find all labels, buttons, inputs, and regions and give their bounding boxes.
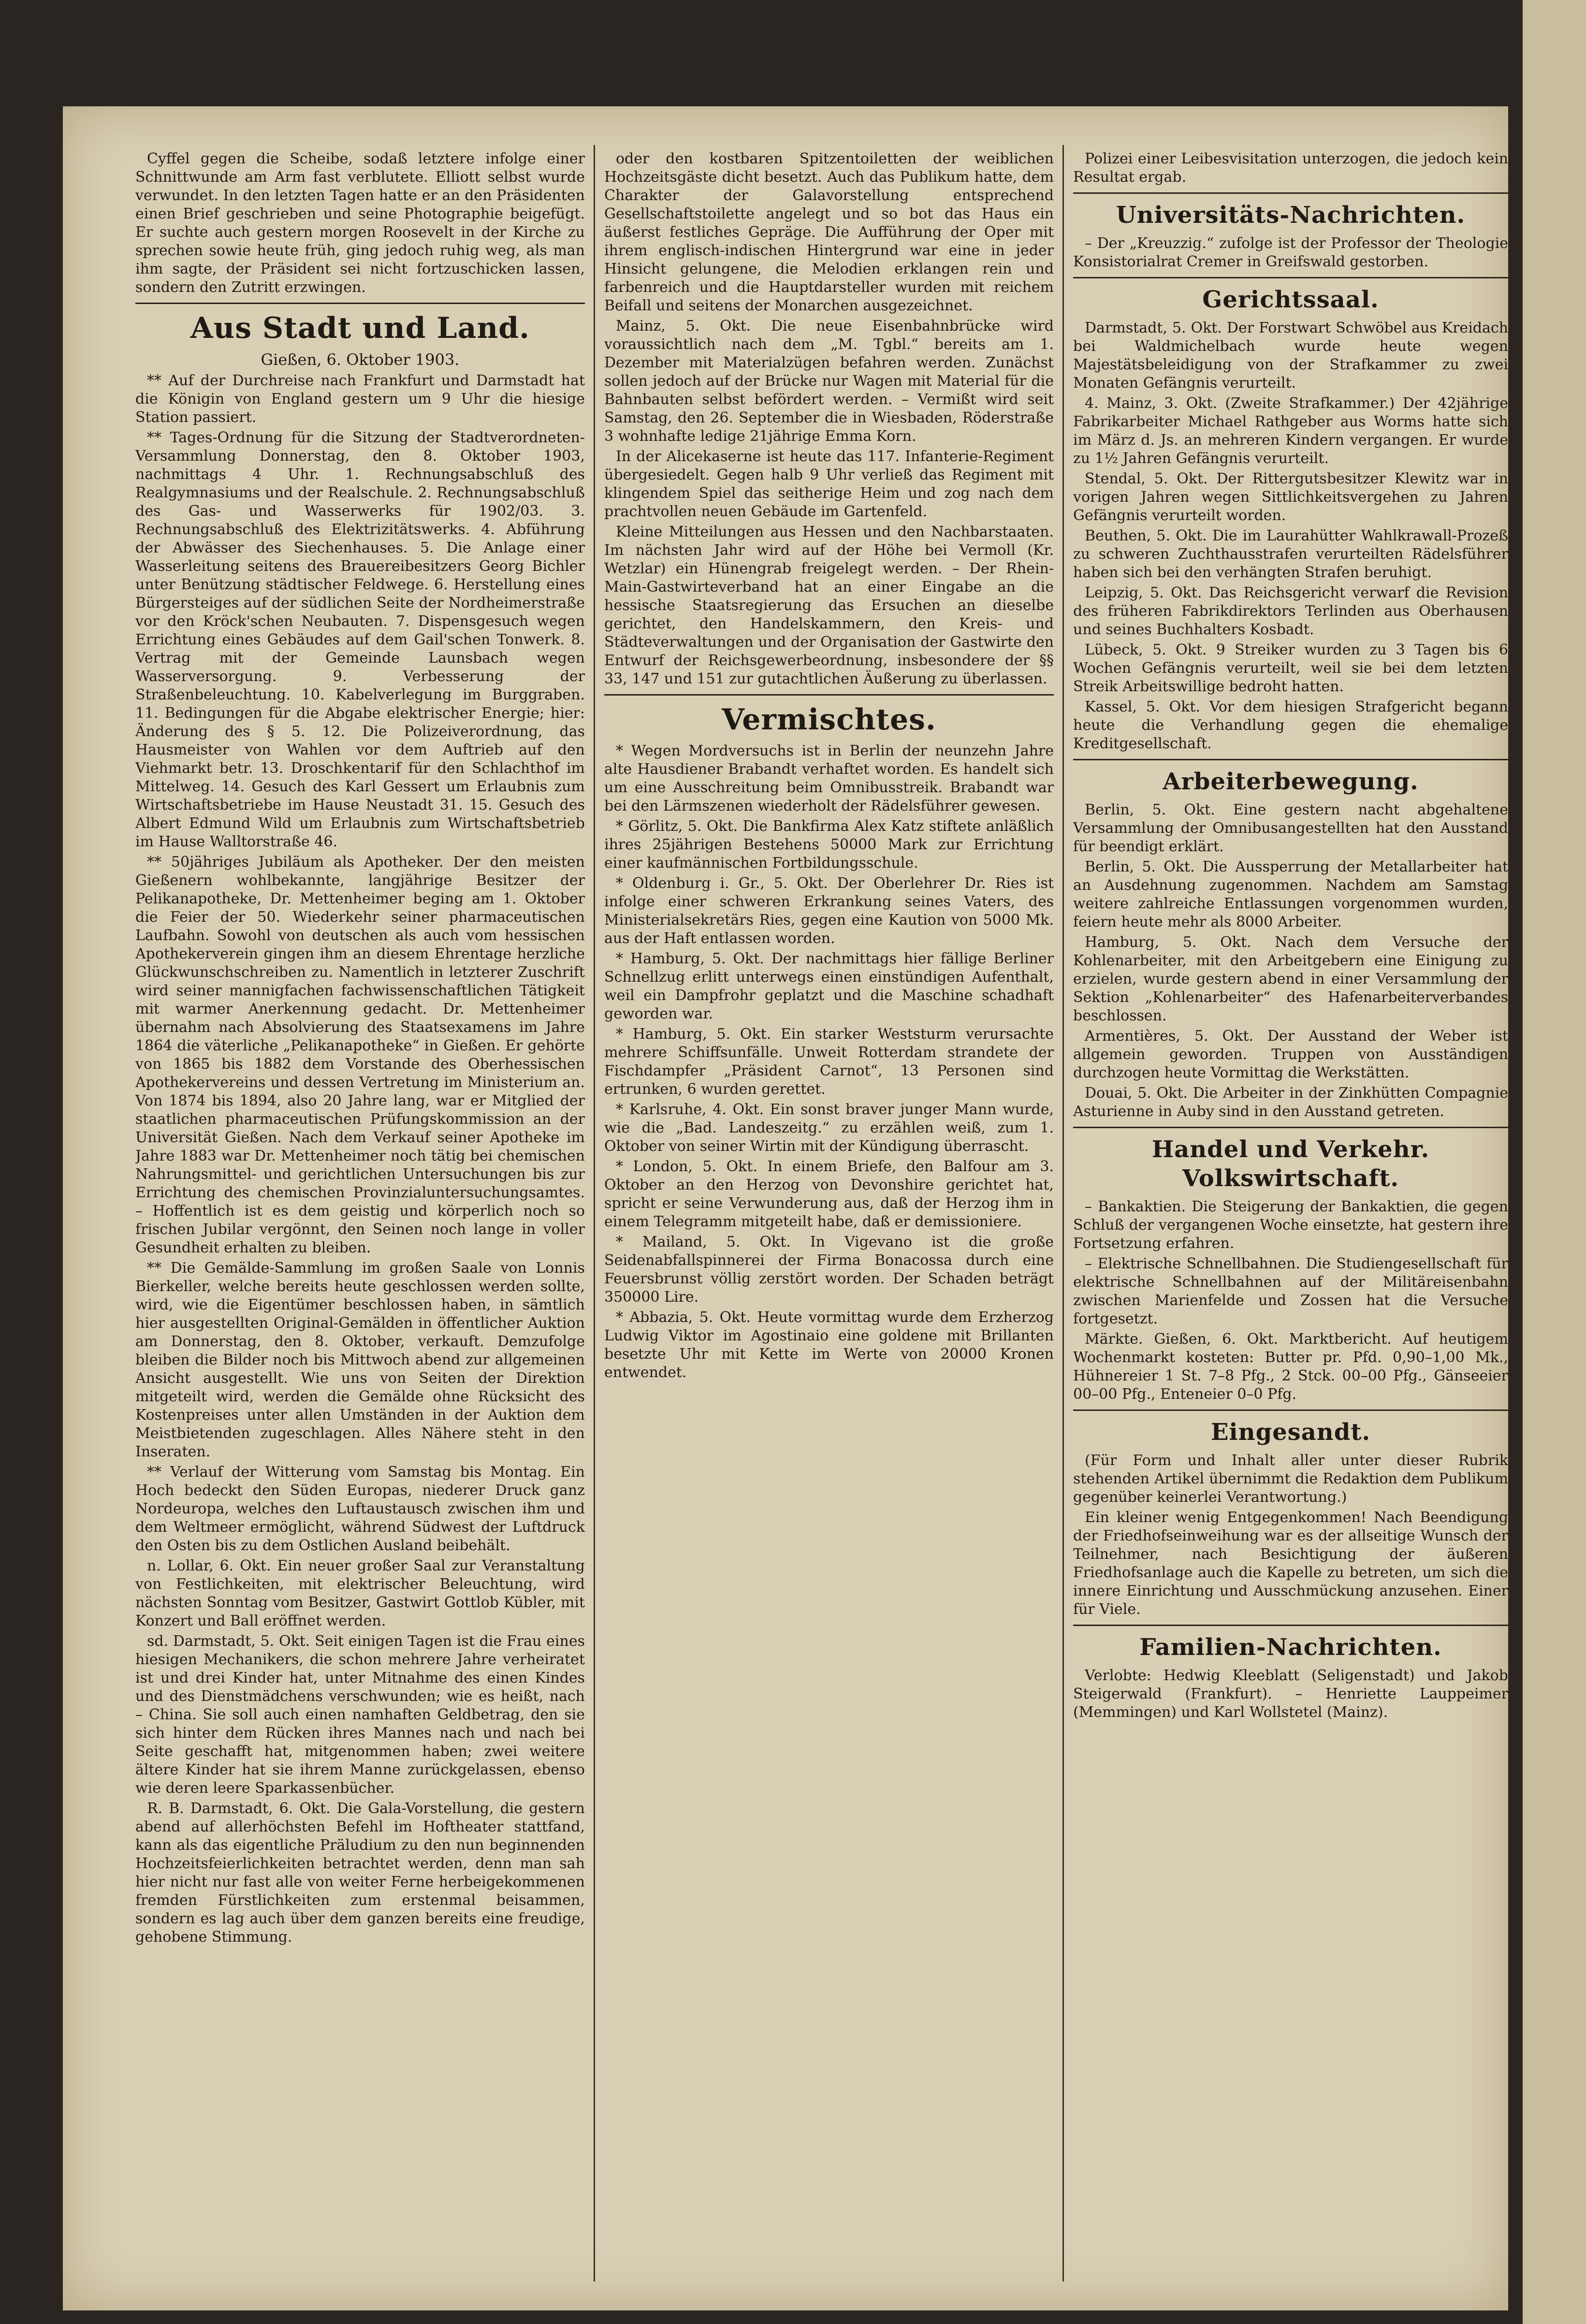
article-paragraph: Leipzig, 5. Okt. Das Reichsgericht verwarf die Revision des früheren Fabrikdirektors Terlinden aus Oberhausen und seines Buchhalters Kosbadt. (1073, 584, 1508, 638)
separator (1073, 1409, 1508, 1411)
section-heading: Eingesandt. (1210, 1419, 1371, 1446)
article-paragraph: Kleine Mitteilungen aus Hessen und den Nachbarstaaten. Im nächsten Jahr wird auf der Höhe bei Vermoll (Kr. Wetzlar) ein Hünengrab freigelegt werden. – Der Rhein-Main-Gastwirteverband hat an einer Eingabe an die hessische Staatsregierung das Ersuchen an dieselbe gerichtet, den Handelskammern, den Kreis- und Städteverwaltungen und der Organisation der Gastwirte den Entwurf der Reichsgewerbeordnung, insbesondere der §§ 33, 147 und 151 zur gutachtlichen Äußerung zu überlassen. (604, 523, 1054, 687)
column-3 (1073, 150, 1508, 2277)
section-heading: Familien-Nachrichten. (1139, 1634, 1442, 1661)
article-paragraph: Douai, 5. Okt. Die Arbeiter in der Zinkhütten Compagnie Asturienne in Auby sind in den Ausstand getreten. (1073, 1085, 1508, 1120)
section-heading: Aus Stadt und Land. (190, 311, 530, 345)
article-paragraph: Stendal, 5. Okt. Der Rittergutsbesitzer Klewitz war in vorigen Jahren wegen Sittlichkeitsvergehen zu Jahren Gefängnis verurteilt worden. (1073, 470, 1508, 524)
separator (604, 694, 1054, 696)
article-paragraph: Berlin, 5. Okt. Die Aussperrung der Metallarbeiter hat an Ausdehnung zugenommen. Nachdem am Samstag weitere zahlreiche Entlassungen vorgenommen wurden, feiern heute mehr als 8000 Arbeiter. (1073, 858, 1508, 930)
article-paragraph: n. Lollar, 6. Okt. Ein neuer großer Saal zur Veranstaltung von Festlichkeiten, mit elektrischer Beleuchtung, wird nächsten Sonntag vom Besitzer, Gastwirt Gottlob Kübler, mit Konzert und Ball eröffnet werden. (135, 1557, 585, 1629)
article-paragraph: ** Tages-Ordnung für die Sitzung der Stadtverordneten-Versammlung Donnerstag, den 8. Oktober 1903, nachmittags 4 Uhr. 1. Rechnungsabschluß des Realgymnasiums und der Realschule. 2. Rechnungsabschluß des Gas- und Wasserwerks für 1902/03. 3. Rechnungsabschluß des Elektrizitätswerks. 4. Abführung der Abwässer des Siechenhauses. 5. Die Anlage einer Wasserleitung seitens des Brauereibesitzers Georg Bichler unter Benützung städtischer Feldwege. 6. Herstellung eines Bürgersteiges auf der südlichen Seite der Nordheimerstraße vor den Kröck'schen Neubauten. 7. Dispensgesuch wegen Errichtung eines Gebäudes auf dem Gail'schen Tonwerk. 8. Vertrag mit der Gemeinde Launsbach wegen Wasserversorgung. 9. Verbesserung der Straßenbeleuchtung. 10. Kabelverlegung im Burggraben. 11. Bedingungen für die Abgabe elektrischer Energie; hier: Änderung des § 5. 12. Die Polizeiverordnung, das Hausmeister von Wahlen vor dem Auftrieb auf den Viehmarkt betr. 13. Droschkentarif für den Schlachthof im Mittelweg. 14. Gesuch des Karl Gessert um Erlaubnis zum Wirtschaftsbetriebe im Hause Neustadt 31. 15. Gesuch des Albert Edmund Wild um Erlaubnis zum Wirtschaftsbetrieb im Hause Walltorstraße 46. (135, 429, 585, 850)
article-paragraph: ** Die Gemälde-Sammlung im großen Saale von Lonnis Bierkeller, welche bereits heute geschlossen werden sollte, wird, wie die Eigentümer beschlossen haben, in sämtlich hier ausgestellten Original-Gemälden in öffentlicher Auktion am Donnerstag, den 8. Oktober, verkauft. Demzufolge bleiben die Bilder noch bis Mittwoch abend zur allgemeinen Ansicht ausgestellt. Wie uns von Seiten der Direktion mitgeteilt wird, werden die Gemälde ohne Rücksicht des Kostenpreises unter allen Umständen in der Auktion dem Meistbietenden zugeschlagen. Alles Nähere steht in den Inseraten. (135, 1260, 585, 1460)
article-paragraph: Märkte. Gießen, 6. Okt. Marktbericht. Auf heutigem Wochenmarkt kosteten: Butter pr. Pfd. 0,90–1,00 Mk., Hühnereier 1 St. 7–8 Pfg., 2 Stck. 00–00 Pfg., Gänseeier 00–00 Pfg., Enteneier 0–0 Pfg. (1073, 1331, 1508, 1403)
section-heading: Vermischtes. (722, 703, 936, 737)
lead-paragraph: Cyffel gegen die Scheibe, sodaß letztere infolge einer Schnittwunde am Arm fast verblutete. Elliott selbst wurde verwundet. In den letzten Tagen hatte er an den Präsidenten einen Brief geschrieben und seine Photographie beigefügt. Er suchte auch gestern morgen Roosevelt in der Kirche zu sprechen sowie heute früh, ging jedoch ruhig weg, als man ihm sagte, der Präsident sei nicht fortzuschicken lassen, sondern den Zutritt erzwingen. (135, 150, 585, 296)
article-paragraph: * Abbazia, 5. Okt. Heute vormittag wurde dem Erzherzog Ludwig Viktor im Agostinaio eine goldene mit Brillanten besetzte Uhr mit Kette im Werte von 20000 Kronen entwendet. (604, 1309, 1054, 1381)
separator (1073, 1625, 1508, 1626)
article-paragraph: * Oldenburg i. Gr., 5. Okt. Der Oberlehrer Dr. Ries ist infolge einer schweren Erkrankung seines Vaters, des Ministerialsekretärs Ries, gegen eine Kaution von 5000 Mk. aus der Haft entlassen worden. (604, 875, 1054, 947)
article-paragraph: – Bankaktien. Die Steigerung der Bankaktien, die gegen Schluß der vergangenen Woche einsetzte, hat gestern ihre Fortsetzung erfahren. (1073, 1198, 1508, 1252)
article-paragraph: * Wegen Mordversuchs ist in Berlin der neunzehn Jahre alte Hausdiener Brabandt verhaftet worden. Es handelt sich um eine Ausschreitung beim Omnibusstreik. Brabandt war bei den Lärmszenen wiederholt der Rädelsführer gewesen. (604, 742, 1054, 814)
column-2 (604, 150, 1054, 2277)
article-paragraph: * London, 5. Okt. In einem Briefe, den Balfour am 3. Oktober an den Herzog von Devonshire gerichtet hat, spricht er seine Verwunderung aus, daß der Herzog ihm in einem Telegramm mitgeteilt habe, daß er demissioniere. (604, 1158, 1054, 1230)
article-paragraph: Lübeck, 5. Okt. 9 Streiker wurden zu 3 Tagen bis 6 Wochen Gefängnis verurteilt, weil sie bei dem letzten Streik Arbeitswillige bedroht hatten. (1073, 641, 1508, 695)
article-paragraph: Ein kleiner wenig Entgegenkommen! Nach Beendigung der Friedhofseinweihung war es der allseitige Wunsch der Teilnehmer, nach Besichtigung der äußeren Friedhofsanlage auch die Kapelle zu betreten, um sich die innere Einrichtung und Ausschmückung anzusehen. Einer für Viele. (1073, 1509, 1508, 1618)
article-paragraph: ** Verlauf der Witterung vom Samstag bis Montag. Ein Hoch bedeckt den Süden Europas, niederer Druck ganz Nordeuropa, welches den Luftaustausch zwischen ihm und dem Weltmeer ermöglicht, während Südwest der Luftdruck den Osten bis zu dem Ostlichen Ausland beibehält. (135, 1464, 585, 1554)
separator (1073, 1127, 1508, 1128)
lead-paragraph: Polizei einer Leibesvisitation unterzogen, die jedoch kein Resultat ergab. (1073, 150, 1508, 186)
column-rule (594, 145, 595, 2281)
article-paragraph: In der Alicekaserne ist heute das 117. Infanterie-Regiment übergesiedelt. Gegen halb 9 Uhr verließ das Regiment mit klingendem Spiel das seitherige Heim und zog nach dem prachtvollen neuen Gebäude im Gartenfeld. (604, 448, 1054, 520)
article-paragraph: Verlobte: Hedwig Kleeblatt (Seligenstadt) und Jakob Steigerwald (Frankfurt). – Henriette Lauppeimer (Memmingen) und Karl Wollstetel (Mainz). (1073, 1667, 1508, 1721)
newspaper-page (63, 106, 1508, 2310)
article-paragraph: – Der „Kreuzzig.“ zufolge ist der Professor der Theologie Konsistorialrat Cremer in Greifswald gestorben. (1073, 235, 1508, 270)
article-paragraph: Kassel, 5. Okt. Vor dem hiesigen Strafgericht begann heute die Verhandlung gegen die ehemalige Kreditgesellschaft. (1073, 698, 1508, 752)
article-paragraph: ** 50jähriges Jubiläum als Apotheker. Der den meisten Gießenern wohlbekannte, langjährige Besitzer der Pelikanapotheke, Dr. Mettenheimer beging am 1. Oktober die Feier der 50. Wiederkehr seiner pharmaceutischen Laufbahn. Sowohl von deutschen als auch vom hessischen Apothekerverein gingen ihm an diesem Ehrentage herzliche Glückwunschschreiben zu. Namentlich in letzterer Zuschrift wird seiner mannigfachen fachwissenschaftlichen Tätigkeit mit warmer Anerkennung gedacht. Dr. Mettenheimer übernahm nach Absolvierung des Staatsexamens im Jahre 1864 die väterliche „Pelikanapotheke“ in Gießen. Er gehörte von 1865 bis 1882 dem Vorstande des Oberhessischen Apothekervereins und dessen Vertretung im Ministerium an. Von 1874 bis 1894, also 20 Jahre lang, war er Mitglied der staatlichen pharmaceutischen Prüfungskommission an der Universität Gießen. Nach dem Verkauf seiner Apotheke im Jahre 1883 war Dr. Mettenheimer noch tätig bei chemischen Nahrungsmittel- und gerichtlichen Untersuchungen bis zur Errichtung des chemischen Provinzialuntersuchungsamtes. – Hoffentlich ist es dem geistig und körperlich noch so frischen Jubilar vergönnt, den Seinen noch lange in voller Gesundheit erhalten zu bleiben. (135, 854, 585, 1256)
lead-paragraph: oder den kostbaren Spitzentoiletten der weiblichen Hochzeitsgäste dicht besetzt. Auch das Publikum hatte, dem Charakter der Galavorstellung entsprechend Gesellschaftstoilette angelegt und so bot das Haus ein äußerst festliches Gepräge. Die Aufführung der Oper mit ihrem englisch-indischen Hintergrund war eine in jeder Hinsicht gelungene, die Melodien erklangen rein und farbenreich und die Hauptdarsteller wurden mit reichem Beifall und seitens der Monarchen ausgezeichnet. (604, 150, 1054, 314)
article-paragraph: ** Auf der Durchreise nach Frankfurt und Darmstadt hat die Königin von England gestern um 9 Uhr die hiesige Station passiert. (135, 372, 585, 426)
article-paragraph: * Mailand, 5. Okt. In Vigevano ist die große Seidenabfallspinnerei der Firma Bonacossa durch eine Feuersbrunst völlig zerstört worden. Der Schaden beträgt 350000 Lire. (604, 1234, 1054, 1306)
separator (1073, 277, 1508, 278)
column-1 (135, 150, 585, 2277)
article-paragraph: 4. Mainz, 3. Okt. (Zweite Strafkammer.) Der 42jährige Fabrikarbeiter Michael Rathgeber aus Worms hatte sich im März d. Js. an mehreren Kindern vergangen. Er wurde zu 1½ Jahren Gefängnis verurteilt. (1073, 395, 1508, 467)
dateline: Gießen, 6. Oktober 1903. (261, 350, 460, 369)
article-paragraph: R. B. Darmstadt, 6. Okt. Die Gala-Vorstellung, die gestern abend auf allerhöchsten Befehl im Hoftheater stattfand, kann als das eigentliche Präludium zu den nun beginnenden Hochzeitsfeierlichkeiten betrachtet werden, denn man sah hier nicht nur fast alle von weiter Ferne herbeigekommenen fremden Fürstlichkeiten zum erstenmal beisammen, sondern es lag auch über dem ganzen bereits eine freudige, gehobene Stimmung. (135, 1800, 585, 1946)
article-paragraph: Beuthen, 5. Okt. Die im Laurahütter Wahlkrawall-Prozeß zu schweren Zuchthausstrafen verurteilten Rädelsführer haben sich bei den verhängten Strafen beruhigt. (1073, 527, 1508, 581)
article-paragraph: * Görlitz, 5. Okt. Die Bankfirma Alex Katz stiftete anläßlich ihres 25jährigen Bestehens 50000 Mark zur Errichtung einer kaufmännischen Fortbildungsschule. (604, 818, 1054, 872)
adjacent-page-edge (1523, 0, 1586, 2324)
article-paragraph: Hamburg, 5. Okt. Nach dem Versuche der Kohlenarbeiter, mit den Arbeitgebern eine Einigung zu erzielen, wurde gestern abend in einer Versammlung der Sektion „Kohlenarbeiter“ des Hafenarbeiterverbandes beschlossen. (1073, 934, 1508, 1024)
article-paragraph: Mainz, 5. Okt. Die neue Eisenbahnbrücke wird voraussichtlich nach dem „M. Tgbl.“ bereits am 1. Dezember mit Materialzügen befahren werden. Zunächst sollen jedoch auf der Brücke nur Wagen mit Material für die Bahnbauten selbst befördert werden. – Vermißt wird seit Samstag, den 26. September die in Wiesbaden, Röderstraße 3 wohnhafte ledige 21jährige Emma Korn. (604, 318, 1054, 445)
article-paragraph: Darmstadt, 5. Okt. Der Forstwart Schwöbel aus Kreidach bei Waldmichelbach wurde heute wegen Majestätsbeleidigung von der Strafkammer zu zwei Monaten Gefängnis verurteilt. (1073, 320, 1508, 392)
article-paragraph: (Für Form und Inhalt aller unter dieser Rubrik stehenden Artikel übernimmt die Redaktion dem Publikum gegenüber keinerlei Verantwortung.) (1073, 1452, 1508, 1506)
column-rule (1062, 145, 1064, 2281)
article-paragraph: * Hamburg, 5. Okt. Der nachmittags hier fällige Berliner Schnellzug erlitt unterwegs einen einstündigen Aufenthalt, weil ein Dampfrohr geplatzt und die Maschine schadhaft geworden war. (604, 950, 1054, 1022)
article-paragraph: * Hamburg, 5. Okt. Ein starker Weststurm verursachte mehrere Schiffsunfälle. Unweit Rotterdam strandete der Fischdampfer „Präsident Carnot“, 13 Personen sind ertrunken, 6 wurden gerettet. (604, 1026, 1054, 1098)
separator (1073, 759, 1508, 760)
section-heading: Universitäts-Nachrichten. (1116, 202, 1466, 229)
separator (1073, 192, 1508, 194)
separator (135, 303, 585, 304)
section-heading: Arbeiterbewegung. (1163, 768, 1419, 795)
section-heading: Handel und Verkehr. Volkswirtschaft. (1151, 1136, 1430, 1192)
article-paragraph: * Karlsruhe, 4. Okt. Ein sonst braver junger Mann wurde, wie die „Bad. Landeszeitg.“ zu erzählen weiß, zum 1. Oktober von seiner Wirtin mit der Kündigung überrascht. (604, 1101, 1054, 1155)
article-paragraph: – Elektrische Schnellbahnen. Die Studiengesellschaft für elektrische Schnellbahnen auf der Militäreisenbahn zwischen Marienfelde und Zossen hat die Versuche fortgesetzt. (1073, 1255, 1508, 1327)
article-paragraph: Berlin, 5. Okt. Eine gestern nacht abgehaltene Versammlung der Omnibusangestellten hat den Ausstand für beendigt erklärt. (1073, 801, 1508, 855)
article-paragraph: sd. Darmstadt, 5. Okt. Seit einigen Tagen ist die Frau eines hiesigen Mechanikers, die schon mehrere Jahre verheiratet ist und drei Kinder hat, unter Mitnahme des einen Kindes und des Dienstmädchens verschwunden; wie es heißt, nach – China. Sie soll auch einen namhaften Geldbetrag, den sie sich hinter dem Rücken ihres Mannes nach und nach bei Seite geschafft hat, mitgenommen haben; zwei weitere ältere Kinder hat sie ihrem Manne zurückgelassen, ebenso wie deren leere Sparkassenbücher. (135, 1633, 585, 1797)
section-heading: Gerichtssaal. (1202, 286, 1379, 313)
article-paragraph: Armentières, 5. Okt. Der Ausstand der Weber ist allgemein geworden. Truppen von Ausständigen durchzogen heute Vormittag die Werkstätten. (1073, 1028, 1508, 1081)
